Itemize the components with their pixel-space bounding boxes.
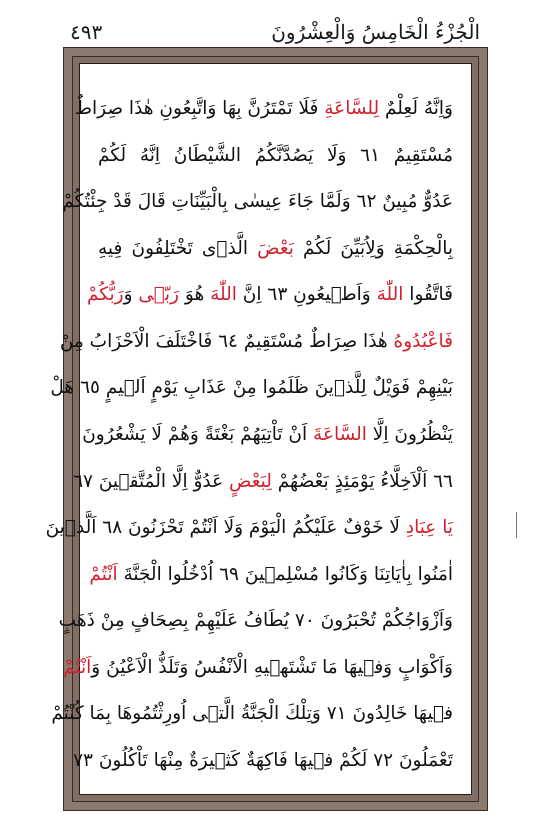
juz-title: الْجُزْءُ الْخَامِسُ وَالْعِشْرُونَ bbox=[271, 20, 480, 44]
highlighted-word: رَبّٖى bbox=[138, 284, 179, 306]
highlighted-word: السَّاعَةَ bbox=[313, 423, 367, 445]
verse-text: بِالْحِكْمَةِ وَلِاُبَيِّنَ لَكُمْ bbox=[293, 237, 453, 259]
verse-text: هٰذَا صِرَاطٌ مُسْتَقِيمٌ ٦٤ فَاخْتَلَفَ الْاَحْزَابُ مِنْ bbox=[59, 330, 394, 352]
verse-line bbox=[82, 416, 453, 454]
margin-mark bbox=[516, 512, 517, 538]
verse-line bbox=[74, 90, 453, 128]
verse-text: فَاتَّقُوا bbox=[403, 284, 453, 306]
verse-text: مُسْتَقِيمٌ ٦١ وَلَا يَصُدَّنَّكُمُ الشَّيْطَانُ اِنَّهُ لَكُمْ bbox=[98, 144, 453, 166]
verse-text: الَّذٖى تَخْتَلِفُونَ فِيهِ bbox=[98, 237, 258, 259]
verse-line bbox=[62, 183, 453, 221]
frame-border bbox=[45, 56, 479, 802]
verse-text: ٦٦ اَلْاَخِلَّاءُ يَوْمَئِذٍ بَعْضُهُمْ bbox=[271, 470, 453, 492]
verse-line bbox=[86, 276, 453, 314]
verse-text: وَاَطٖيعُونِ ٦٣ اِنَّ bbox=[236, 284, 377, 306]
highlighted-word: يَا عِبَادِ bbox=[405, 517, 453, 539]
highlighted-word: فَاعْبُدُوهُ bbox=[393, 330, 453, 352]
verse-text: يَنْظُرُونَ اِلَّا bbox=[366, 423, 453, 445]
verse-text: عَدُوٌّ مُبِينٌ ٦٢ وَلَمَّا جَاءَ عِيسٰى بِالْبَيِّنَاتِ قَالَ قَدْ جِئْتُكُمْ bbox=[62, 191, 453, 213]
verse-line bbox=[63, 649, 453, 687]
verse-text: هُوَ bbox=[179, 284, 211, 306]
verse-text: تَعْمَلُونَ ٧٢ لَكُمْ فٖيهَا فَاكِهَةٌ كَثٖيرَةٌ مِنْهَا تَاْكُلُونَ ٧٣ bbox=[73, 749, 453, 771]
verse-line bbox=[59, 323, 453, 361]
highlighted-word: بَعْضَ bbox=[257, 237, 294, 259]
highlighted-word: رَبُّكُمْ bbox=[86, 284, 124, 306]
verse-text: وَاَزْوَاجُكُمْ تُحْبَرُونَ ٧٠ يُطَافُ عَلَيْهِمْ بِصِحَافٍ مِنْ ذَهَبٍ bbox=[58, 610, 453, 632]
highlighted-word: اَنْتُمْ bbox=[63, 656, 92, 678]
page-frame bbox=[45, 47, 488, 811]
highlighted-word: اللّٰهَ bbox=[376, 284, 404, 306]
page-header bbox=[70, 12, 480, 52]
verse-text: اَنْ تَاْتِيَهُمْ بَغْتَةً وَهُمْ لَا يَشْعُرُونَ bbox=[82, 423, 314, 445]
verse-text: فَلَا تَمْتَرُنَّ بِهَا وَاتَّبِعُونِ هٰذَا صِرَاطٌ bbox=[74, 98, 325, 119]
verse-line bbox=[98, 230, 453, 268]
highlighted-word: اللّٰهَ bbox=[210, 284, 237, 306]
verse-text: فٖيهَا خَالِدُونَ ٧١ وَتِلْكَ الْجَنَّةُ الَّتٖى اُورِثْتُمُوهَا بِمَا كُنْتُمْ bbox=[51, 703, 453, 725]
verse-text: لَا خَوْفٌ عَلَيْكُمُ الْيَوْمَ وَلَا اَنْتُمْ تَحْزَنُونَ ٦٨ اَلَّذٖينَ bbox=[45, 517, 406, 539]
verse-text: وَاِنَّهُ لَعِلْمٌ bbox=[379, 98, 453, 119]
verse-line bbox=[73, 742, 453, 780]
verse-lines bbox=[45, 90, 453, 780]
verse-line bbox=[51, 695, 453, 733]
verse-text: اٰمَنُوا بِاٰيَاتِنَا وَكَانُوا مُسْلِمٖينَ ٦٩ اُدْخُلُوا الْجَنَّةَ bbox=[117, 563, 453, 585]
verse-line bbox=[89, 556, 453, 594]
page-number: ٤٩٣ bbox=[70, 20, 103, 44]
verse-line bbox=[50, 369, 453, 407]
verse-text: بَيْنِهِمْ فَوَيْلٌ لِلَّذٖينَ ظَلَمُوا مِنْ عَذَابِ يَوْمٍ اَلٖيمٍ ٦٥ هَلْ bbox=[50, 377, 453, 399]
verse-line bbox=[45, 509, 453, 547]
highlighted-word: لِبَعْضٍ bbox=[229, 470, 272, 492]
verse-line bbox=[73, 463, 453, 501]
verse-text: وَاَكْوَابٍ وَفٖيهَا مَا تَشْتَهٖيهِ الْاَنْفُسُ وَتَلَذُّ الْاَعْيُنُ وَ bbox=[91, 656, 453, 678]
highlighted-word: لِلسَّاعَةِ bbox=[324, 98, 380, 119]
verse-line bbox=[98, 137, 453, 175]
text-panel bbox=[45, 63, 472, 795]
highlighted-word: اَنْتُمْ bbox=[89, 563, 118, 585]
verse-text: وَ bbox=[123, 284, 139, 306]
verse-text: عَدُوٌّ اِلَّا الْمُتَّقٖينَ ٦٧ bbox=[73, 470, 230, 492]
verse-line bbox=[58, 602, 453, 640]
